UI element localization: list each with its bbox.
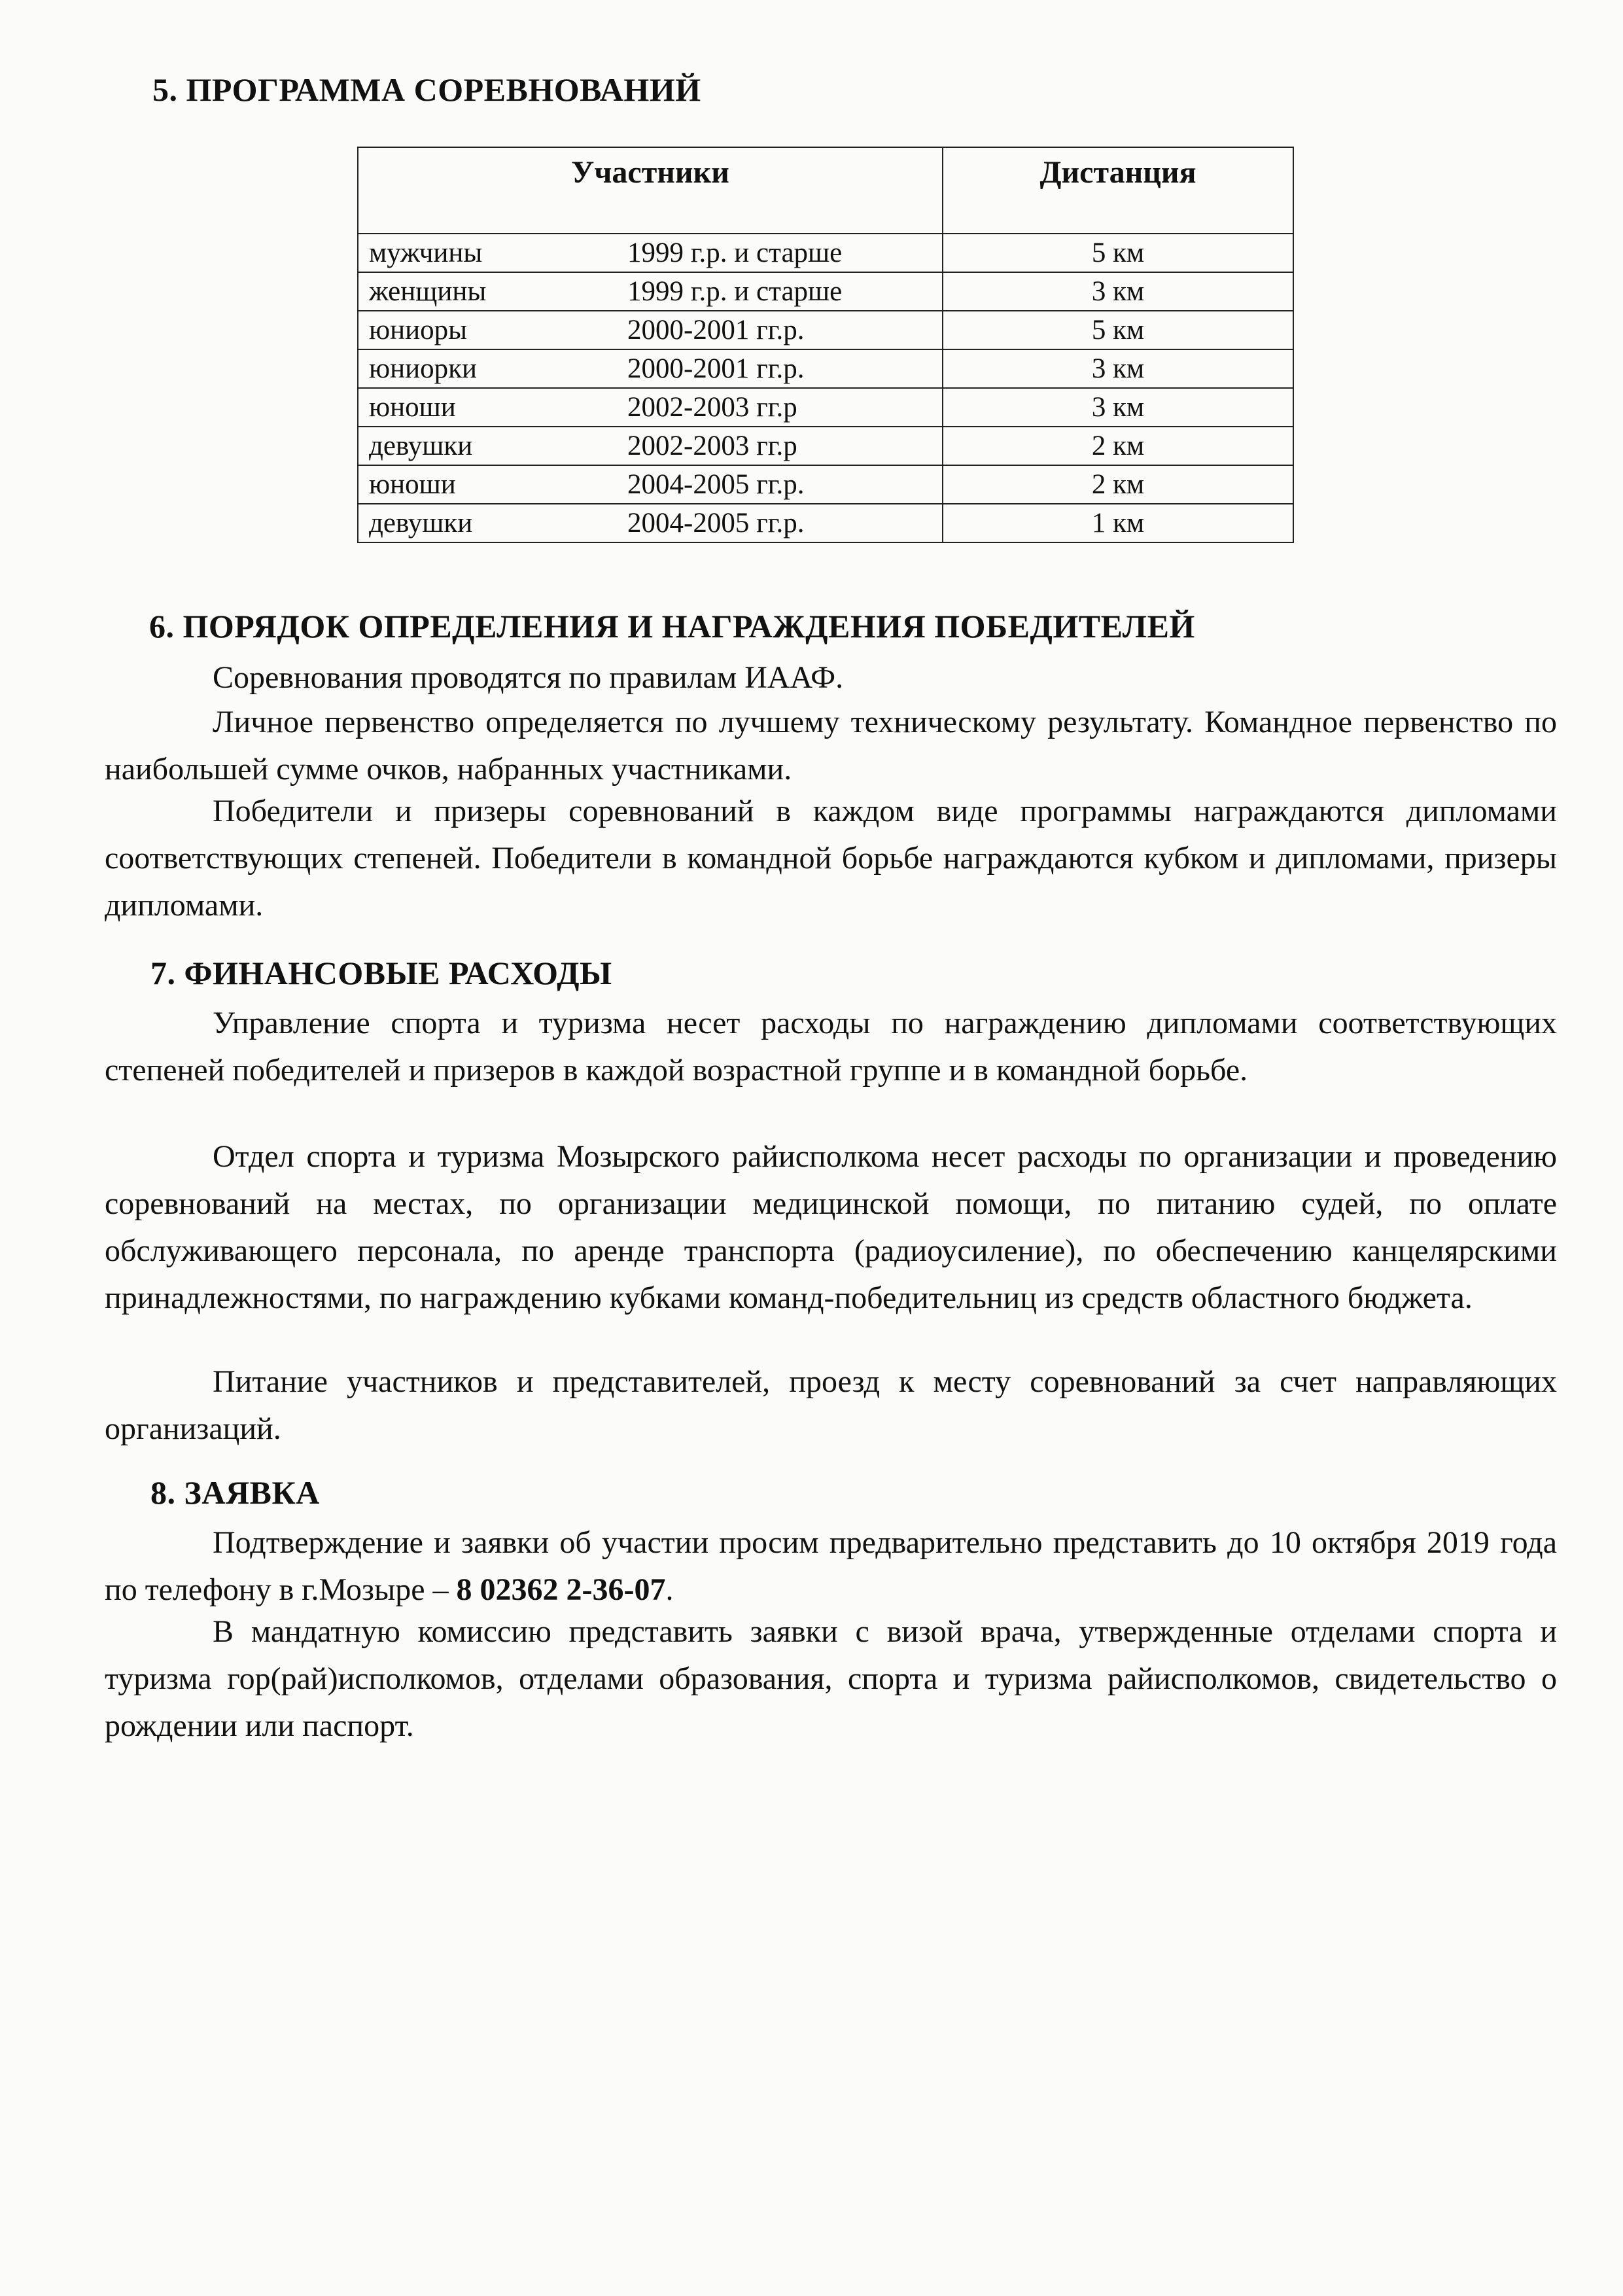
row-years: 2002-2003 гг.р: [627, 392, 797, 423]
row-years: 2000-2001 гг.р.: [627, 353, 805, 384]
table-row: [358, 311, 1293, 349]
table-row: [358, 427, 1293, 465]
table-row: [358, 388, 1293, 427]
table-row: [358, 465, 1293, 504]
section-8-heading: 8. ЗАЯВКА: [150, 1474, 320, 1511]
table-row: [358, 349, 1293, 388]
section-6-paragraph-3: Победители и призеры соревнований в каждом виде программы награждаются дипломами соответствующих степеней. Победители в командной борьбе награждаются кубком и дипломами, призеры дипломами.: [105, 794, 1557, 923]
section-8-paragraph-2: В мандатную комиссию представить заявки с визой врача, утвержденные отделами спорта и туризма гор(рай)исполкомов, отделами образования, спорта и туризма райисполкомов, свидетельство о рождении или паспорт.: [105, 1614, 1557, 1743]
sentence-end: .: [665, 1572, 674, 1607]
contact-phone: 8 02362 2-36-07: [456, 1572, 666, 1607]
section-8-paragraph-1: [105, 1519, 1557, 1614]
row-years: 1999 г.р. и старше: [627, 276, 843, 307]
row-group: девушки: [369, 431, 473, 461]
row-years: 2000-2001 гг.р.: [627, 315, 805, 345]
row-distance: 5 км: [943, 311, 1293, 349]
section-7-heading: 7. ФИНАНСОВЫЕ РАСХОДЫ: [150, 955, 612, 991]
row-years: 2004-2005 гг.р.: [627, 469, 805, 500]
row-years: 2004-2005 гг.р.: [627, 508, 805, 539]
row-group: юноши: [369, 469, 456, 500]
competition-program-table: [357, 147, 1294, 543]
row-distance: 2 км: [943, 427, 1293, 465]
row-years: 2002-2003 гг.р: [627, 431, 797, 461]
section-5-heading: 5. ПРОГРАММА СОРЕВНОВАНИЙ: [152, 71, 701, 108]
row-group: юниорки: [369, 353, 478, 384]
section-7-paragraph-2: Отдел спорта и туризма Мозырского райисполкома несет расходы по организации и проведению соревнований на местах, по организации медицинской помощи, по питанию судей, по оплате обслуживающего персонала, по аренде транспорта (радиоусиление), по обеспечению канцелярскими принадлежностями, по награждению кубками команд-победительниц из средств областного бюджета.: [105, 1139, 1557, 1315]
table-header-row: [358, 147, 1293, 234]
application-deadline-text: Подтверждение и заявки об участии просим предварительно представить до 10 октября 2019 года по телефону в г.Мозыре –: [105, 1525, 1557, 1607]
row-distance: 5 км: [943, 234, 1293, 272]
section-6-heading: 6. ПОРЯДОК ОПРЕДЕЛЕНИЯ И НАГРАЖДЕНИЯ ПОБЕДИТЕЛЕЙ: [149, 608, 1195, 645]
section-6-paragraph-2: Личное первенство определяется по лучшему техническому результату. Командное первенство по наибольшей сумме очков, набранных участниками.: [105, 705, 1557, 786]
section-7-paragraph-3: Питание участников и представителей, проезд к месту соревнований за счет направляющих организаций.: [105, 1364, 1557, 1446]
row-distance: 3 км: [943, 272, 1293, 311]
table-row: [358, 272, 1293, 311]
row-group: девушки: [369, 508, 473, 539]
table-row: [358, 234, 1293, 272]
row-distance: 3 км: [943, 349, 1293, 388]
header-distance: Дистанция: [943, 147, 1293, 234]
section-7-paragraph-1: Управление спорта и туризма несет расходы по награждению дипломами соответствующих степеней победителей и призеров в каждой возрастной группе и в командной борьбе.: [105, 1006, 1557, 1087]
section-6-paragraph-1: Соревнования проводятся по правилам ИААФ.: [213, 660, 844, 695]
header-participants: Участники: [358, 147, 943, 234]
table-row: [358, 504, 1293, 542]
row-years: 1999 г.р. и старше: [627, 238, 843, 268]
row-group: мужчины: [369, 238, 483, 268]
row-distance: 3 км: [943, 388, 1293, 427]
row-group: юноши: [369, 392, 456, 423]
row-distance: 1 км: [943, 504, 1293, 542]
row-distance: 2 км: [943, 465, 1293, 504]
row-group: женщины: [369, 276, 487, 307]
row-group: юниоры: [369, 315, 468, 345]
